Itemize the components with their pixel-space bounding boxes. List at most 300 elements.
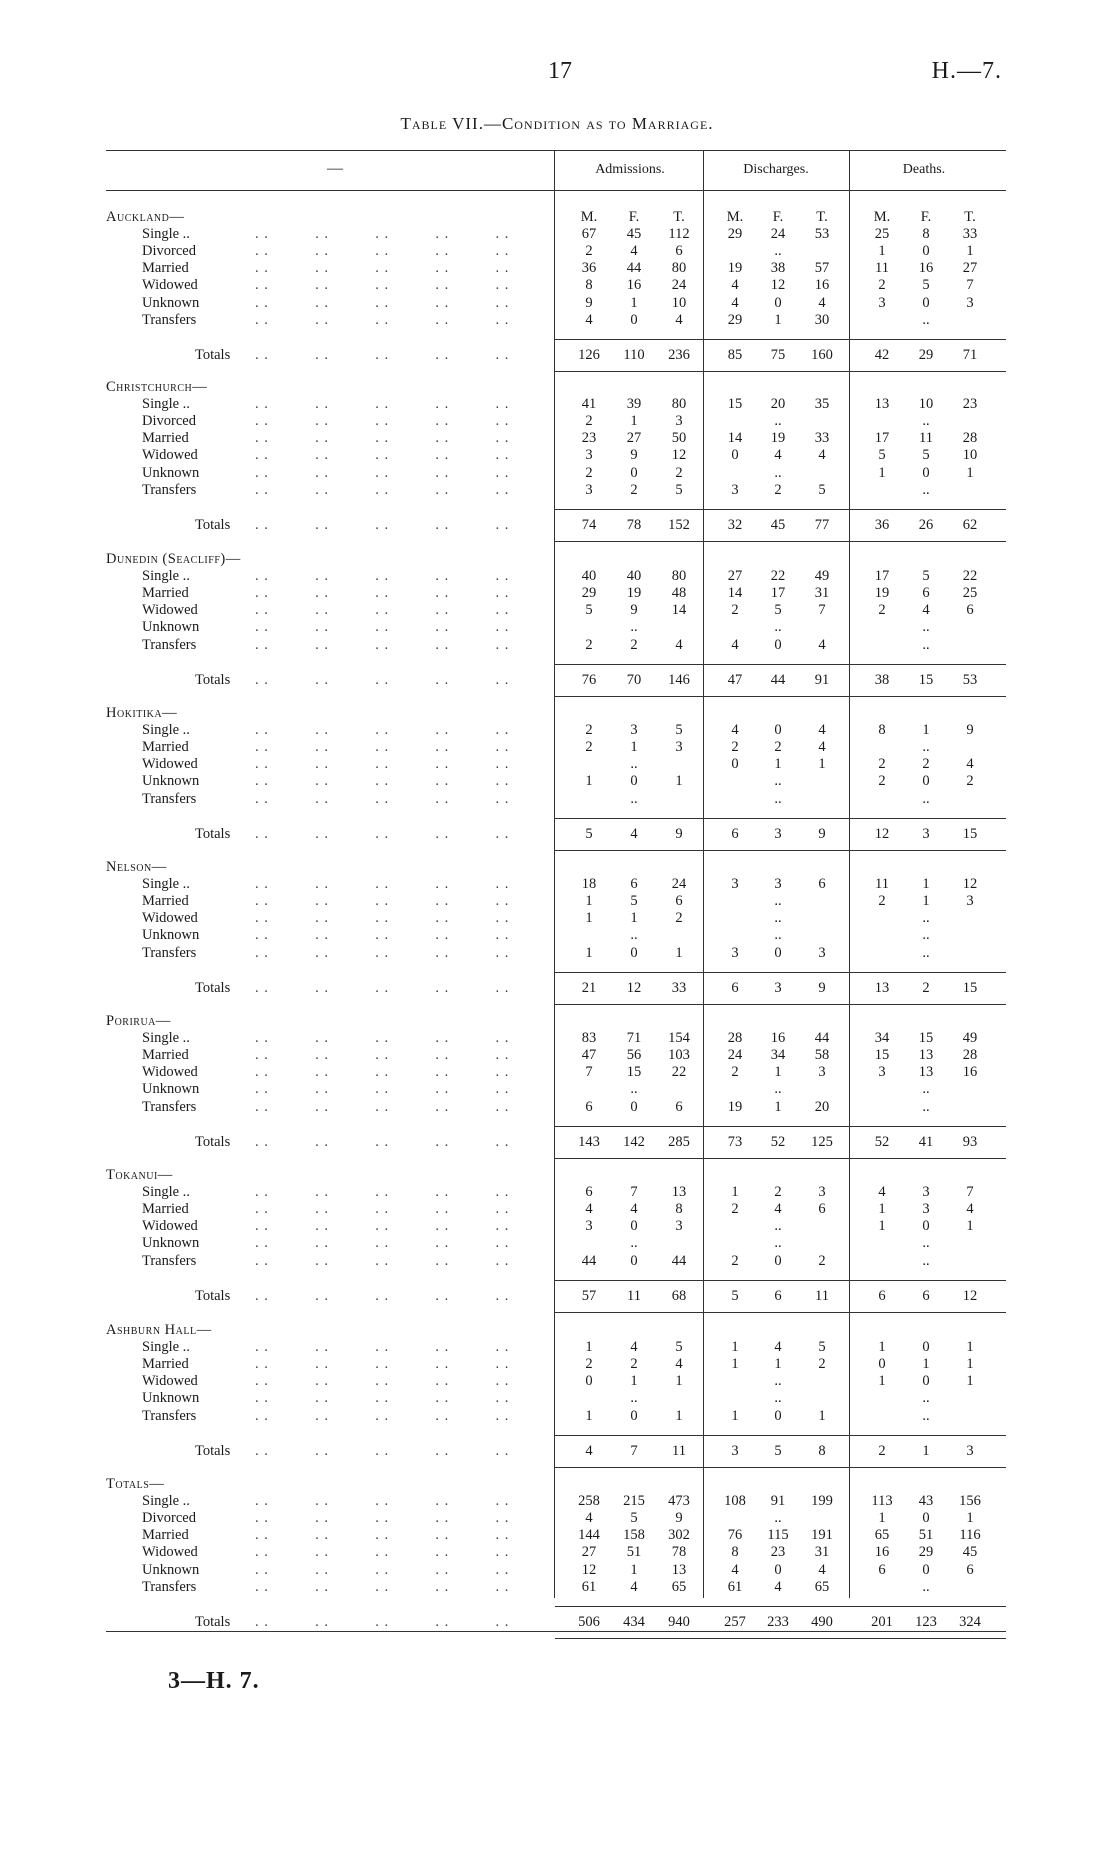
leader-dots: . . . . . . . . . . [255, 636, 510, 653]
row-label: Divorced [142, 1510, 196, 1527]
table-cell: 4 [731, 277, 739, 294]
table-cell: .. [922, 944, 930, 961]
totals-cell: 8 [818, 1442, 826, 1459]
totals-top-rule [555, 1126, 1006, 1127]
table-cell: 1 [630, 1373, 638, 1390]
table-cell: 27 [727, 568, 743, 585]
leader-dots: . . . . . . . . . . [255, 430, 510, 447]
table-cell: 3 [585, 1218, 593, 1235]
leader-dots: . . . . . . . . . . [255, 619, 510, 636]
table-cell: 1 [731, 1356, 739, 1373]
table-cell: 15 [874, 1047, 890, 1064]
table-cell: 57 [814, 260, 830, 277]
row-label: Married [142, 430, 189, 447]
table-cell: 5 [585, 602, 593, 619]
section-heading: Dunedin (Seacliff)— [106, 551, 241, 567]
table-cell: 0 [878, 1356, 886, 1373]
table-cell: 1 [731, 1339, 739, 1356]
totals-cell: 45 [770, 516, 786, 533]
table-cell: 199 [811, 1493, 833, 1510]
table-cell: 2 [731, 1201, 739, 1218]
table-row [0, 722, 1114, 739]
table-cell: 4 [585, 1510, 593, 1527]
totals-cell: 57 [581, 1287, 597, 1304]
table-cell: 3 [878, 1064, 886, 1081]
table-cell: 7 [585, 1064, 593, 1081]
table-cell: 3 [585, 447, 593, 464]
totals-cell: 110 [623, 346, 645, 363]
table-row [0, 1235, 1114, 1252]
table-cell: 67 [581, 226, 597, 243]
table-cell: 0 [630, 464, 638, 481]
row-label: Single .. [142, 722, 190, 739]
table-cell: 14 [671, 602, 687, 619]
table-row [0, 876, 1114, 893]
table-cell: 6 [585, 1184, 593, 1201]
table-cell: 4 [731, 636, 739, 653]
table-cell: 6 [922, 585, 930, 602]
table-cell: 2 [878, 773, 886, 790]
table-cell: 2 [731, 1252, 739, 1269]
leader-dots: . . . . . . . . . . [255, 825, 510, 842]
row-label: Widowed [142, 1218, 198, 1235]
section-heading-row [0, 1167, 1114, 1184]
table-cell: .. [774, 619, 782, 636]
table-cell: 83 [581, 1030, 597, 1047]
leader-dots: . . . . . . . . . . [255, 1235, 510, 1252]
table-cell: 103 [668, 1047, 690, 1064]
totals-cell: 41 [918, 1133, 934, 1150]
row-label: Transfers [142, 311, 197, 328]
leader-dots: . . . . . . . . . . [255, 910, 510, 927]
table-cell: 5 [630, 893, 638, 910]
table-row [0, 1081, 1114, 1098]
totals-cell: 85 [727, 346, 743, 363]
table-cell: 154 [668, 1030, 690, 1047]
row-label: Single .. [142, 1339, 190, 1356]
table-cell: 4 [731, 1561, 739, 1578]
table-cell: 0 [922, 1339, 930, 1356]
table-cell: 44 [814, 1030, 830, 1047]
table-cell: 28 [962, 430, 978, 447]
row-label: Unknown [142, 1561, 200, 1578]
table-row [0, 396, 1114, 413]
table-cell: 1 [630, 413, 638, 430]
totals-cell: 2 [922, 979, 930, 996]
table-cell: 3 [966, 893, 974, 910]
table-cell: 45 [962, 1544, 978, 1561]
table-cell: 29 [918, 1544, 934, 1561]
table-cell: 215 [623, 1493, 645, 1510]
totals-top-rule [555, 972, 1006, 973]
table-cell: 7 [966, 1184, 974, 1201]
table-cell: 2 [585, 636, 593, 653]
leader-dots: . . . . . . . . . . [255, 1098, 510, 1115]
table-cell: 80 [671, 568, 687, 585]
table-cell: 1 [774, 1064, 782, 1081]
row-label: Married [142, 1527, 189, 1544]
table-cell: 0 [731, 447, 739, 464]
table-row [0, 739, 1114, 756]
section-heading: Porirua— [106, 1013, 171, 1029]
leader-dots: . . . . . . . . . . [255, 277, 510, 294]
table-cell: 19 [626, 585, 642, 602]
table-cell: 4 [630, 243, 638, 260]
table-cell: 2 [878, 756, 886, 773]
table-cell: 6 [630, 876, 638, 893]
totals-cell: 3 [774, 825, 782, 842]
leader-dots: . . . . . . . . . . [255, 773, 510, 790]
table-cell: .. [774, 1218, 782, 1235]
table-cell: 4 [922, 602, 930, 619]
table-cell: 1 [630, 739, 638, 756]
table-cell: 4 [966, 756, 974, 773]
table-cell: 116 [959, 1527, 981, 1544]
table-cell: .. [774, 910, 782, 927]
totals-bottom-rule [555, 696, 1006, 697]
table-cell: 12 [671, 447, 687, 464]
totals-row [0, 347, 1114, 364]
header-discharges: Discharges. [743, 162, 809, 177]
table-cell: 0 [774, 1407, 782, 1424]
totals-cell: 3 [731, 1442, 739, 1459]
table-cell: 2 [731, 602, 739, 619]
table-cell: 0 [630, 1252, 638, 1269]
table-cell: 3 [818, 1184, 826, 1201]
totals-label: Totals [195, 346, 231, 363]
table-row [0, 226, 1114, 243]
table-cell: 1 [922, 722, 930, 739]
table-cell: 156 [959, 1493, 981, 1510]
row-label: Single .. [142, 1184, 190, 1201]
row-label: Transfers [142, 790, 197, 807]
table-cell: 13 [671, 1184, 687, 1201]
leader-dots: . . . . . . . . . . [255, 226, 510, 243]
table-cell: .. [774, 927, 782, 944]
totals-row [0, 1614, 1114, 1631]
table-row [0, 1510, 1114, 1527]
totals-cell: 6 [774, 1287, 782, 1304]
table-cell: 34 [874, 1030, 890, 1047]
leader-dots: . . . . . . . . . . [255, 1184, 510, 1201]
table-cell: .. [922, 739, 930, 756]
totals-cell: 506 [578, 1613, 600, 1630]
table-cell: 5 [922, 277, 930, 294]
table-cell: 40 [581, 568, 597, 585]
table-cell: 1 [585, 1407, 593, 1424]
section-heading: Hokitika— [106, 705, 178, 721]
table-cell: .. [922, 636, 930, 653]
table-cell: 0 [630, 1098, 638, 1115]
table-cell: 1 [878, 1510, 886, 1527]
table-cell: 3 [878, 294, 886, 311]
table-cell: .. [630, 619, 638, 636]
leader-dots: . . . . . . . . . . [255, 346, 510, 363]
table-cell: 19 [727, 260, 743, 277]
leader-dots: . . . . . . . . . . [255, 311, 510, 328]
table-cell: 8 [922, 226, 930, 243]
table-cell: 6 [818, 1201, 826, 1218]
table-cell: 4 [630, 1578, 638, 1595]
table-cell: 0 [630, 311, 638, 328]
table-cell: 49 [962, 1030, 978, 1047]
leader-dots: . . . . . . . . . . [255, 1356, 510, 1373]
table-row [0, 637, 1114, 654]
table-cell: 2 [922, 756, 930, 773]
table-row [0, 413, 1114, 430]
row-label: Unknown [142, 464, 200, 481]
leader-dots: . . . . . . . . . . [255, 294, 510, 311]
table-cell: 20 [770, 396, 786, 413]
table-cell: 27 [581, 1544, 597, 1561]
totals-cell: 9 [675, 825, 683, 842]
row-label: Married [142, 260, 189, 277]
table-cell: 1 [731, 1407, 739, 1424]
table-cell: 6 [818, 876, 826, 893]
row-label: Unknown [142, 927, 200, 944]
table-cell: 4 [818, 294, 826, 311]
table-cell: 2 [585, 1356, 593, 1373]
table-cell: 49 [814, 568, 830, 585]
table-cell: 5 [675, 722, 683, 739]
table-cell: 2 [774, 481, 782, 498]
leader-dots: . . . . . . . . . . [255, 1527, 510, 1544]
leader-dots: . . . . . . . . . . [255, 722, 510, 739]
table-row [0, 910, 1114, 927]
totals-cell: 53 [962, 671, 978, 688]
header-admissions: Admissions. [595, 162, 665, 177]
totals-bottom-rule [555, 371, 1006, 372]
table-cell: 6 [966, 602, 974, 619]
totals-cell: 143 [578, 1133, 600, 1150]
table-cell: 15 [727, 396, 743, 413]
totals-cell: 32 [727, 516, 743, 533]
leader-dots: . . . . . . . . . . [255, 1373, 510, 1390]
row-label: Unknown [142, 294, 200, 311]
document-reference: H.—7. [931, 58, 1002, 84]
row-label: Unknown [142, 773, 200, 790]
table-cell: 16 [814, 277, 830, 294]
table-cell: 4 [774, 447, 782, 464]
table-cell: 15 [626, 1064, 642, 1081]
table-cell: 1 [585, 893, 593, 910]
table-cell: .. [774, 1373, 782, 1390]
table-row [0, 773, 1114, 790]
table-cell: 0 [630, 1218, 638, 1235]
table-cell: 44 [671, 1252, 687, 1269]
totals-row [0, 826, 1114, 843]
table-cell: 61 [581, 1578, 597, 1595]
totals-row [0, 517, 1114, 534]
table-cell: 1 [731, 1184, 739, 1201]
table-cell: 2 [585, 722, 593, 739]
row-label: Unknown [142, 1235, 200, 1252]
table-cell: 1 [675, 1373, 683, 1390]
table-cell: 24 [671, 277, 687, 294]
table-row [0, 945, 1114, 962]
table-cell: 5 [922, 447, 930, 464]
totals-cell: 233 [767, 1613, 789, 1630]
table-cell: 112 [668, 226, 690, 243]
row-label: Transfers [142, 1578, 197, 1595]
table-cell: .. [922, 1407, 930, 1424]
table-cell: 29 [727, 311, 743, 328]
table-cell: 7 [818, 602, 826, 619]
table-cell: 2 [878, 893, 886, 910]
table-cell: 2 [675, 464, 683, 481]
totals-cell: 62 [962, 516, 978, 533]
table-cell: 16 [918, 260, 934, 277]
totals-cell: 15 [962, 979, 978, 996]
row-label: Widowed [142, 910, 198, 927]
table-cell: 8 [585, 277, 593, 294]
totals-cell: 12 [626, 979, 642, 996]
row-label: Single .. [142, 568, 190, 585]
table-cell: .. [774, 1235, 782, 1252]
totals-cell: 42 [874, 346, 890, 363]
table-row [0, 927, 1114, 944]
table-row [0, 243, 1114, 260]
totals-cell: 38 [874, 671, 890, 688]
table-cell: 7 [630, 1184, 638, 1201]
section-heading-row [0, 1013, 1114, 1030]
row-label: Single .. [142, 876, 190, 893]
totals-cell: 12 [962, 1287, 978, 1304]
table-cell: .. [922, 1578, 930, 1595]
table-row [0, 1201, 1114, 1218]
table-row [0, 260, 1114, 277]
table-cell: .. [922, 790, 930, 807]
table-cell: 3 [630, 722, 638, 739]
table-cell: 113 [871, 1493, 893, 1510]
table-cell: 30 [814, 311, 830, 328]
totals-row [0, 1134, 1114, 1151]
table-cell: 3 [731, 481, 739, 498]
table-cell: 4 [585, 311, 593, 328]
table-cell: 3 [922, 1184, 930, 1201]
row-label: Married [142, 739, 189, 756]
table-cell: 39 [626, 396, 642, 413]
leader-dots: . . . . . . . . . . [255, 979, 510, 996]
header-bottom-rule [106, 190, 1006, 191]
table-cell: 4 [818, 447, 826, 464]
table-cell: 19 [727, 1098, 743, 1115]
table-cell: 9 [630, 602, 638, 619]
table-cell: 2 [731, 739, 739, 756]
table-cell: 0 [774, 722, 782, 739]
row-label: Single .. [142, 226, 190, 243]
section-heading: Totals— [106, 1476, 165, 1492]
table-cell: 1 [966, 1373, 974, 1390]
sub-m: M. [726, 209, 744, 225]
section-heading: Tokanui— [106, 1167, 173, 1183]
sub-m: M. [873, 209, 891, 225]
totals-cell: 33 [671, 979, 687, 996]
table-cell: 4 [585, 1201, 593, 1218]
table-cell: 91 [770, 1493, 786, 1510]
row-label: Transfers [142, 481, 197, 498]
table-row [0, 1047, 1114, 1064]
totals-cell: 6 [731, 825, 739, 842]
table-cell: 5 [630, 1510, 638, 1527]
table-cell: 2 [585, 413, 593, 430]
section-heading-row [0, 1476, 1114, 1493]
table-cell: 4 [878, 1184, 886, 1201]
table-cell: 44 [626, 260, 642, 277]
table-cell: 28 [727, 1030, 743, 1047]
row-label: Unknown [142, 1390, 200, 1407]
row-label: Transfers [142, 636, 197, 653]
totals-cell: 11 [672, 1442, 686, 1459]
table-cell: 1 [878, 1218, 886, 1235]
leader-dots: . . . . . . . . . . [255, 1578, 510, 1595]
table-cell: .. [774, 893, 782, 910]
table-cell: 4 [818, 636, 826, 653]
totals-cell: 6 [922, 1287, 930, 1304]
row-label: Widowed [142, 447, 198, 464]
row-label: Unknown [142, 1081, 200, 1098]
row-label: Transfers [142, 1407, 197, 1424]
table-cell: 27 [626, 430, 642, 447]
table-cell: .. [630, 1081, 638, 1098]
table-cell: 65 [874, 1527, 890, 1544]
table-cell: .. [774, 773, 782, 790]
table-cell: 51 [626, 1544, 642, 1561]
table-cell: 5 [922, 568, 930, 585]
totals-cell: 9 [818, 979, 826, 996]
table-cell: 1 [630, 910, 638, 927]
table-cell: 1 [878, 1339, 886, 1356]
leader-dots: . . . . . . . . . . [255, 464, 510, 481]
table-cell: 19 [874, 585, 890, 602]
table-cell: 4 [731, 294, 739, 311]
table-cell: 11 [919, 430, 933, 447]
totals-top-rule [555, 818, 1006, 819]
totals-cell: 75 [770, 346, 786, 363]
table-cell: 115 [767, 1527, 789, 1544]
table-row [0, 1184, 1114, 1201]
totals-top-rule [555, 1280, 1006, 1281]
table-cell: 5 [675, 481, 683, 498]
table-cell: 0 [774, 636, 782, 653]
table-cell: 1 [878, 1201, 886, 1218]
table-row [0, 482, 1114, 499]
table-cell: 13 [918, 1047, 934, 1064]
totals-cell: 73 [727, 1133, 743, 1150]
totals-row [0, 1288, 1114, 1305]
table-cell: 65 [814, 1578, 830, 1595]
table-cell: 2 [731, 1064, 739, 1081]
leader-dots: . . . . . . . . . . [255, 447, 510, 464]
table-cell: .. [630, 927, 638, 944]
table-cell: 47 [581, 1047, 597, 1064]
table-row [0, 1356, 1114, 1373]
footer-reference: 3—H. 7. [168, 1668, 260, 1694]
leader-dots: . . . . . . . . . . [255, 876, 510, 893]
table-cell: 1 [774, 311, 782, 328]
totals-cell: 68 [671, 1287, 687, 1304]
leader-dots: . . . . . . . . . . [255, 1613, 510, 1630]
leader-dots: . . . . . . . . . . [255, 243, 510, 260]
table-cell: 4 [774, 1201, 782, 1218]
table-cell: 14 [727, 585, 743, 602]
totals-row [0, 980, 1114, 997]
totals-cell: 3 [922, 825, 930, 842]
totals-top-rule [555, 509, 1006, 510]
table-cell: 3 [818, 1064, 826, 1081]
table-cell: 10 [671, 294, 687, 311]
row-label: Widowed [142, 602, 198, 619]
